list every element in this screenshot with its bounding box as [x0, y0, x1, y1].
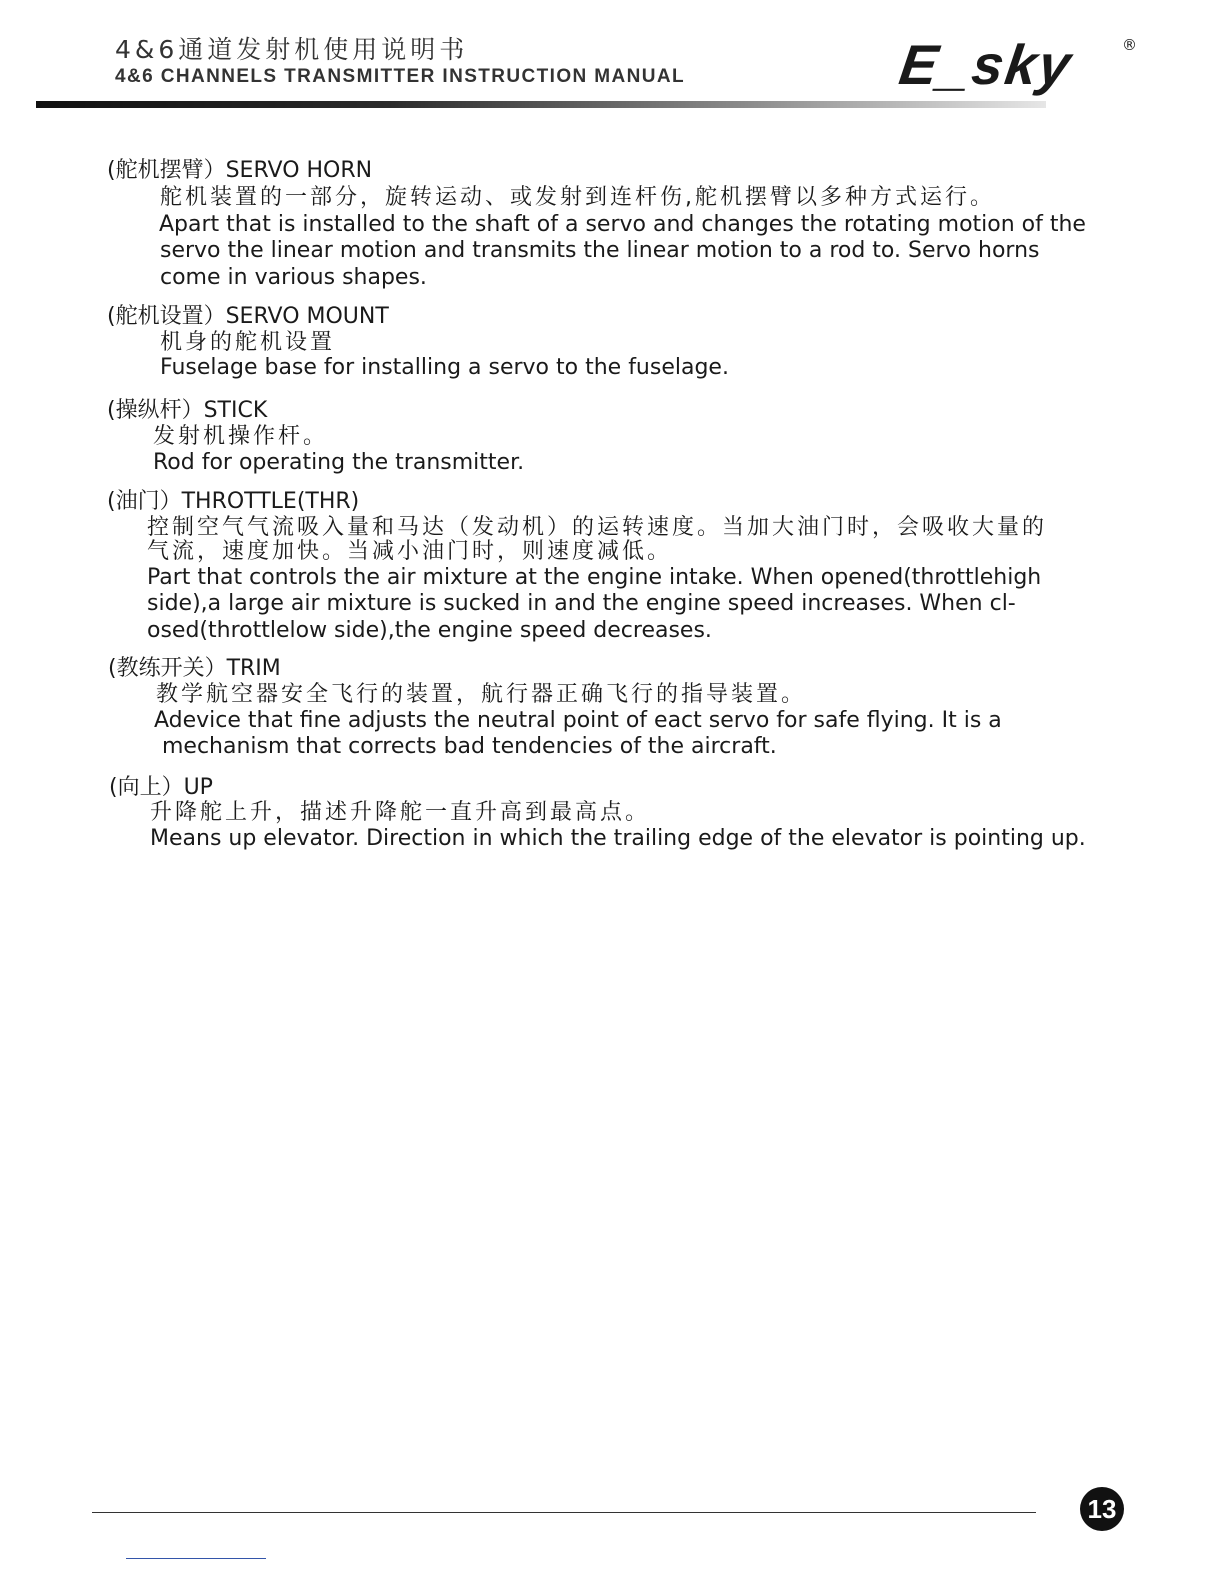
entry-definition-chinese: 气流，速度加快。当减小油门时，则速度减低。 [147, 539, 673, 564]
entry-definition-chinese: 控制空气气流吸入量和马达（发动机）的运转速度。当加大油门时，会吸收大量的 [147, 515, 1048, 540]
entry-definition-english: osed(throttlelow side),the engine speed decreases. [147, 618, 712, 643]
registered-mark: ® [1122, 36, 1137, 54]
entry-definition-chinese: 升降舵上升，描述升降舵一直升高到最高点。 [150, 800, 651, 825]
entry-definition-english: Apart that is installed to the shaft of a servo and changes the rotating motion of the [159, 212, 1086, 237]
logo-wordmark: E_sky [895, 33, 1077, 96]
entry-definition-chinese: 舵机装置的一部分，旋转运动、或发射到连杆伤,舵机摆臂以多种方式运行。 [160, 185, 995, 210]
entry-heading: (油门）THROTTLE(THR) [107, 489, 360, 514]
entry-heading: (操纵杆）STICK [107, 398, 268, 423]
entry-heading: (向上）UP [109, 775, 213, 800]
entry-definition-english: Rod for operating the transmitter. [153, 450, 525, 475]
entry-definition-english: servo the linear motion and transmits the linear motion to a rod to. Servo horns [160, 238, 1040, 263]
header-gradient-rule [36, 101, 1046, 108]
entry-heading: (教练开关）TRIM [108, 656, 281, 681]
manual-title-chinese: 4&6通道发射机使用说明书 [115, 35, 469, 64]
footer-rule [92, 1512, 1036, 1513]
entry-definition-english: Means up elevator. Direction in which the trailing edge of the elevator is pointing up. [150, 826, 1086, 851]
entry-definition-chinese: 机身的舵机设置 [160, 330, 336, 355]
manual-title-english: 4&6 CHANNELS TRANSMITTER INSTRUCTION MANUAL [115, 66, 686, 87]
entry-definition-english: Fuselage base for installing a servo to the fuselage. [160, 355, 729, 380]
page-number-badge: 13 [1080, 1487, 1124, 1531]
footer-underline [126, 1558, 266, 1559]
entry-heading: (舵机摆臂）SERVO HORN [107, 158, 373, 183]
entry-definition-english: Adevice that fine adjusts the neutral point of eact servo for safe flying. It is a [154, 708, 1002, 733]
esky-logo [895, 33, 1140, 96]
entry-definition-english: come in various shapes. [160, 265, 427, 290]
entry-definition-chinese: 发射机操作杆。 [153, 424, 329, 449]
entry-heading: (舵机设置）SERVO MOUNT [107, 304, 389, 329]
entry-definition-english: mechanism that corrects bad tendencies of the aircraft. [162, 734, 777, 759]
entry-definition-english: Part that controls the air mixture at the engine intake. When opened(throttlehigh [147, 565, 1042, 590]
entry-definition-chinese: 教学航空器安全飞行的装置，航行器正确飞行的指导装置。 [156, 682, 807, 707]
entry-definition-english: side),a large air mixture is sucked in and the engine speed increases. When cl- [147, 591, 1016, 616]
